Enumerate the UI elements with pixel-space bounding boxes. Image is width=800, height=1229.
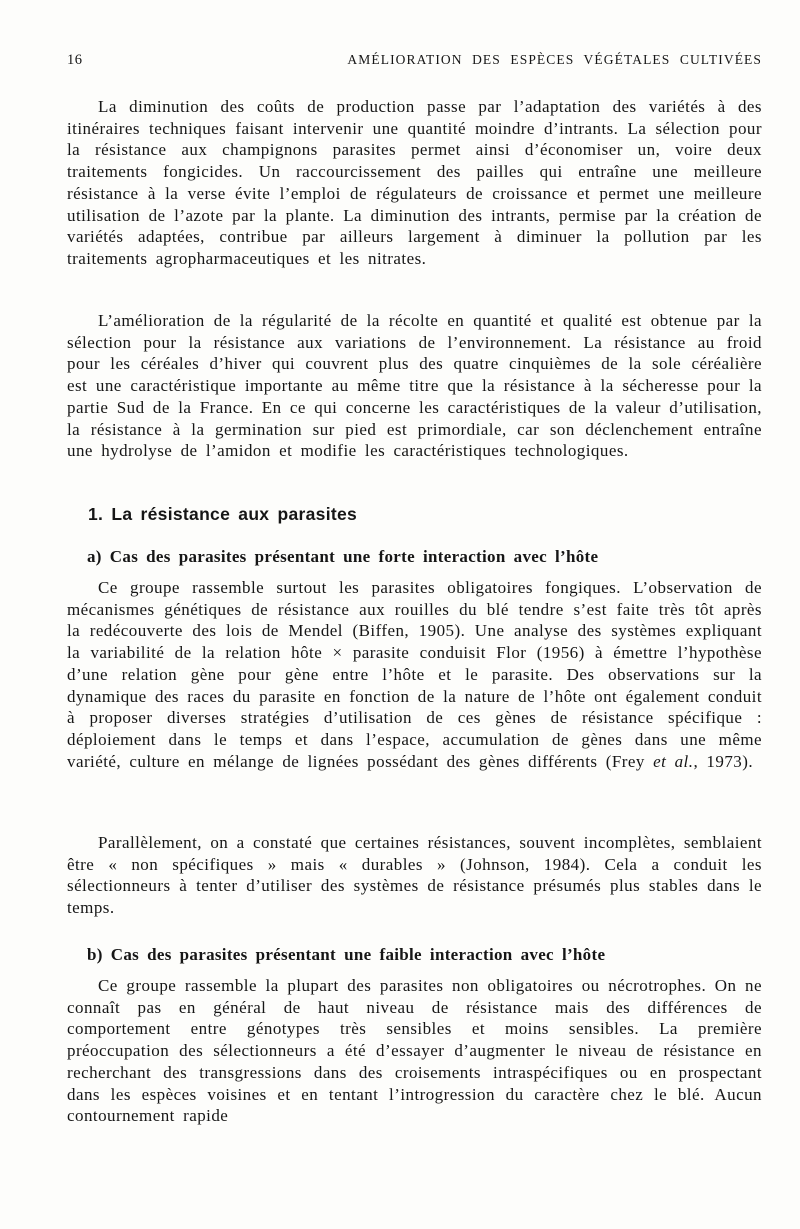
paragraph-text: , 1973). bbox=[693, 751, 754, 771]
subsection-heading-forte-interaction: a) Cas des parasites présentant une forte interaction avec l’hôte bbox=[87, 547, 599, 566]
paragraph-text: Ce groupe rassemble surtout les parasites obligatoires fongiques. L’observation de mécanismes génétiques de résistance aux rouilles du blé tendre s’est faite très tôt après la redécouverte des lois de Mendel (Biffen, 1905). Une analyse des systèmes expliquant la variabilité de la relation hôte × parasite conduisit Flor (1956) à émettre l’hypothèse d’une relation gène pour gène entre l’hôte et le parasite. Des observations sur la dynamique des races du parasite en fonction de la nature de l’hôte ont également conduit à proposer diverses stratégies d’utilisation de ces gènes de résistance spécifique : déploiement dans le temps et dans l’espace, accumulation de gènes dans une même variété, culture en mélange de lignées possédant des gènes différents (Frey bbox=[67, 578, 762, 771]
subsection-heading-faible-interaction: b) Cas des parasites présentant une faible interaction avec l’hôte bbox=[87, 945, 606, 964]
paragraph-resistances-durables: Parallèlement, on a constaté que certaines résistances, souvent incomplètes, semblaient être « non spécifiques » mais « durables » (Johnson, 1984). Cela a conduit les sélectionneurs à tenter d’utiliser des systèmes de résistance présumés plus stables dans le temps. bbox=[67, 833, 762, 918]
section-heading-resistance-parasites: 1. La résistance aux parasites bbox=[88, 504, 358, 524]
paragraph-parasites-obligatoires bbox=[67, 577, 762, 772]
page-number: 16 bbox=[67, 52, 83, 68]
page-header bbox=[67, 52, 762, 69]
running-title: AMÉLIORATION DES ESPÈCES VÉGÉTALES CULTIVÉES bbox=[347, 52, 762, 67]
et-al-italic: et al. bbox=[653, 751, 694, 771]
paragraph-regularite-recolte: L’amélioration de la régularité de la récolte en quantité et qualité est obtenue par la sélection pour la résistance aux variations de l’environnement. La résistance au froid pour les céréales d’hiver qui couvrent plus des quatre cinquièmes de la sole céréalière est une caractéristique importante au même titre que la résistance à la sécheresse pour la partie Sud de la France. En ce qui concerne les caractéristiques de la valeur d’utilisation, la résistance à la germination sur pied est primordiale, car son déclenchement entraîne une hydrolyse de l’amidon et modifie les caractéristiques technologiques. bbox=[67, 311, 762, 461]
paragraph-parasites-non-obligatoires: Ce groupe rassemble la plupart des parasites non obligatoires ou nécrotrophes. On ne connaît pas en général de haut niveau de résistance mais des différences de comportement entre génotypes très sensibles et moins sensibles. La première préoccupation des sélectionneurs a été d’essayer d’augmenter le niveau de résistance en recherchant des transgressions dans des croisements intraspécifiques ou en prospectant dans les espèces voisines et en tentant l’introgression du caractère chez le blé. Aucun contournement rapide bbox=[67, 976, 762, 1126]
paragraph-diminution-couts: La diminution des coûts de production passe par l’adaptation des variétés à des itinéraires techniques faisant intervenir une quantité moindre d’intrants. La sélection pour la résistance aux champignons parasites permet ainsi d’économiser un, voire deux traitements fongicides. Un raccourcissement des pailles qui entraîne une meilleure résistance à la verse évite l’emploi de régulateurs de croissance et permet une meilleure utilisation de l’azote par la plante. La diminution des intrants, permise par la création de variétés adaptées, contribue par ailleurs largement à diminuer la pollution par les traitements agropharmaceutiques et les nitrates. bbox=[67, 97, 762, 268]
